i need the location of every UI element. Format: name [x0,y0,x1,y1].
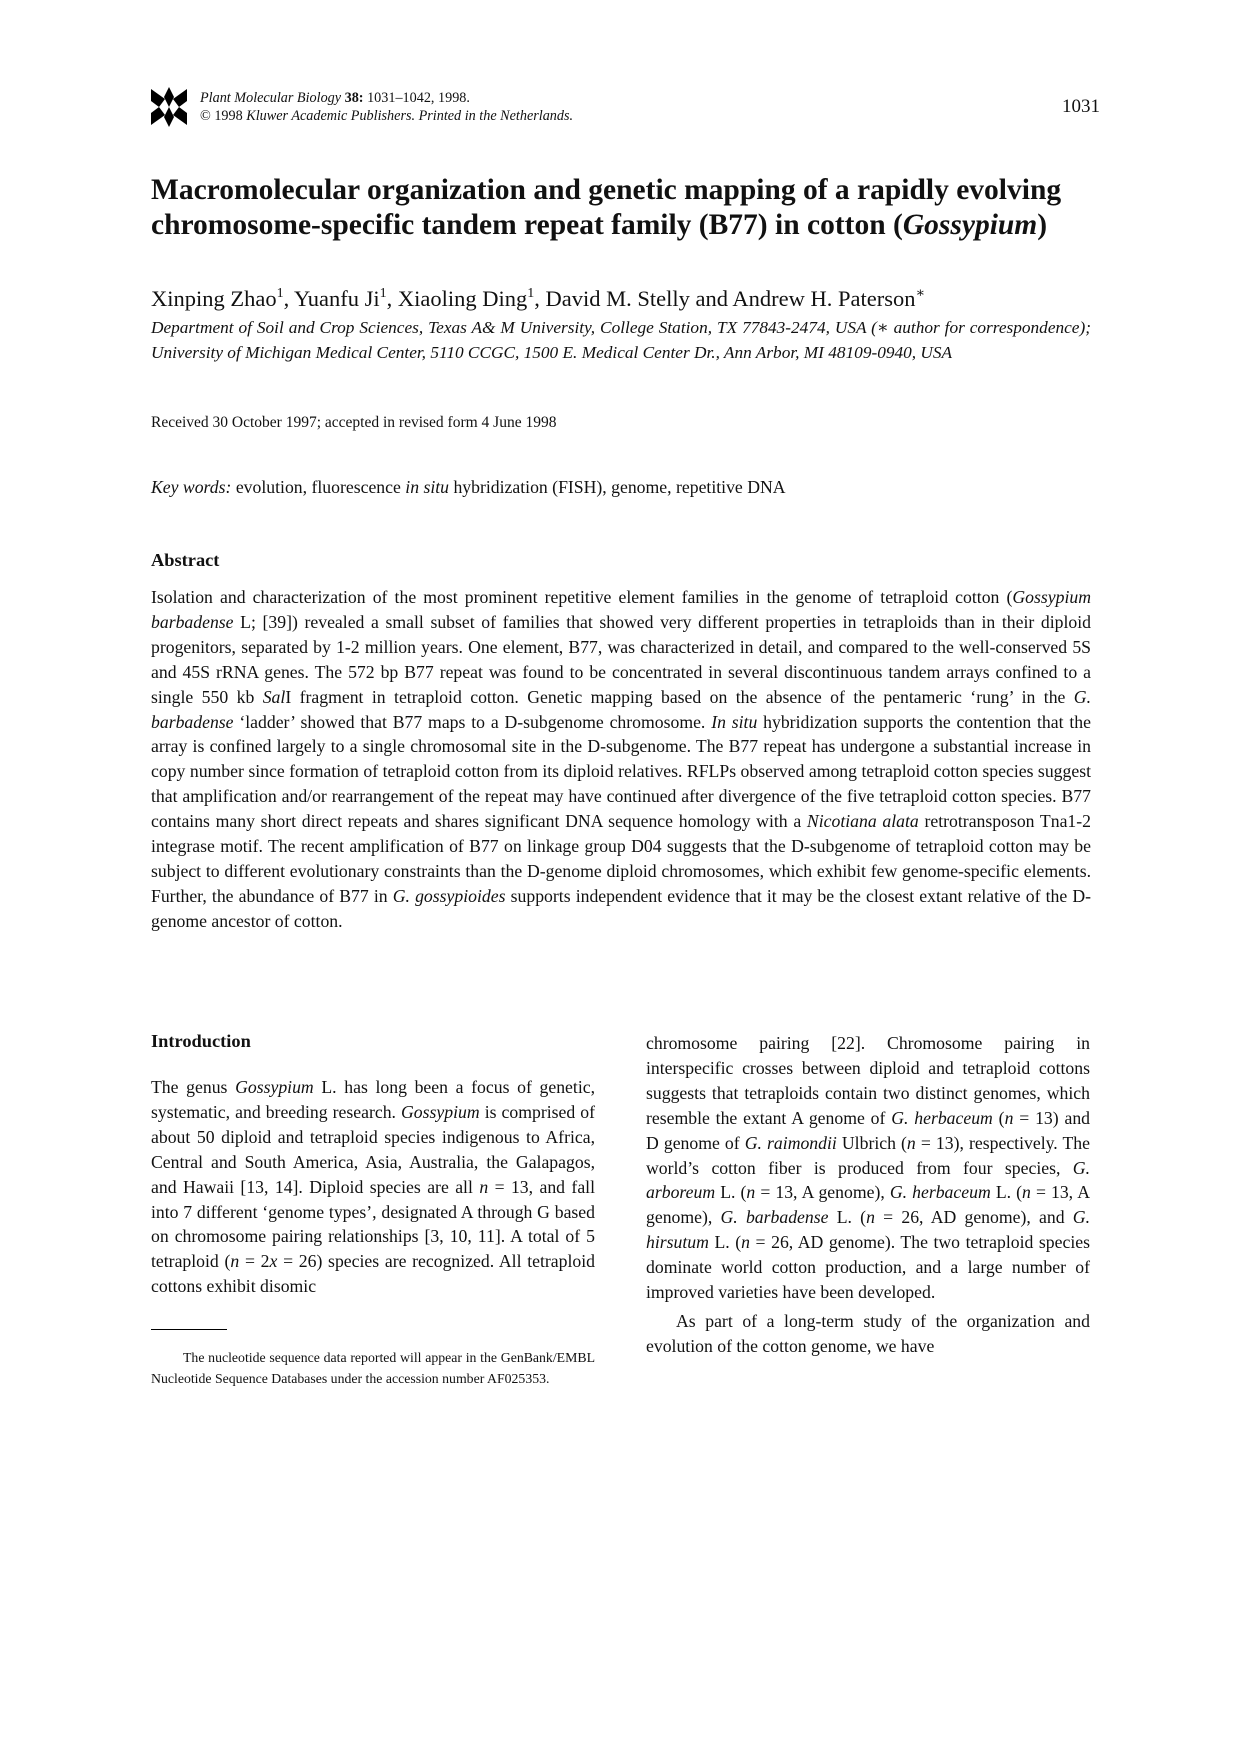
intro-paragraph-2: As part of a long-term study of the organization and evolution of the cotton genome, we have [646,1310,1090,1356]
pages-year: 1031–1042, 1998. [367,90,470,106]
intro-left-column [151,1075,595,1299]
abstract-text: ‘ladder’ showed that B77 maps to a D-subgenome chromosome. [233,711,712,732]
species-name: G. hirsutum [646,1207,1090,1253]
math-n: n [906,1132,916,1153]
author-2-affil: 1 [379,286,387,301]
author-list [151,286,925,312]
journal-name: Plant Molecular Biology [200,90,342,106]
genus-name: Gossypium [401,1101,480,1122]
title-close: ) [1037,209,1048,241]
footnote-divider [151,1329,227,1330]
species-name: G. gossypioides [392,885,506,906]
math-n: n [1022,1182,1031,1203]
author-3-affil: 1 [527,286,535,301]
insitu-term: In situ [711,711,758,732]
author-sep: , [386,286,398,311]
intro-text: is comprised of about 50 diploid and tetraploid species indigenous to Africa, Central and South America, Asia, Australia, the Galapagos, and Hawaii [13, 14]. Diploid species are all [151,1101,595,1197]
intro-text: Ulbrich ( [836,1132,907,1153]
math-n: n [866,1207,875,1228]
abstract-heading: Abstract [151,550,220,570]
copyright-symbol: © [200,108,211,124]
intro-text: = 26, AD genome), and [874,1207,1073,1228]
author-1-affil: 1 [276,286,284,301]
affiliation [151,315,1091,365]
math-x: x [269,1251,278,1272]
journal-citation [200,89,573,125]
keywords [151,477,786,498]
introduction-heading: Introduction [151,1031,251,1051]
species-name: G. raimondii [744,1132,837,1153]
math-n: n [230,1251,240,1272]
intro-text: = 13), respectively. The world’s cotton fiber is produced from four species, [646,1132,1090,1178]
author-3: Xiaoling Ding [397,286,528,311]
intro-text: L. has long been a focus of genetic, systematic, and breeding research. [151,1077,596,1122]
author-sep: , [534,286,546,311]
species-name: Nicotiana alata [806,811,919,832]
volume: 38: [344,90,364,106]
author-1: Xinping Zhao [151,286,277,311]
intro-text: L. ( [828,1207,867,1228]
math-n: n [1004,1107,1014,1128]
abstract-text: hybridization supports the contention that the array is confined largely to a single chromosomal site in the D-subgenome. The B77 repeat has undergone a substantial increase in copy number since formation of tetraploid cotton from its diploid relatives. RFLPs observed among tetraploid cotton species suggest that amplification and/or rearrangement of the repeat may have continued after divergence of the five tetraploid cotton species. B77 contains many short direct repeats and shares significant DNA sequence homology with a [151,711,1091,832]
affiliation-part-2: author for correspondence); University of Michigan Medical Center, 5110 CCGC, 1500 E. Medical Center Dr., Ann Arbor, MI 48109-0940, USA [151,318,1091,362]
intro-text: = 26, AD genome). The two tetraploid species dominate world cotton production, and a large number of improved varieties have been developed. [646,1232,1090,1303]
title-genus: Gossypium [902,209,1038,241]
intro-text: = 2 [239,1251,270,1272]
paper-title [151,173,1091,243]
keywords-text-2: hybridization (FISH), genome, repetitive DNA [449,477,786,497]
title-text: Macromolecular organization and genetic mapping of a rapidly evolving chromosome-specific tandem repeat family (B77) in cotton ( [151,174,1062,241]
species-name: G. barbadense [151,686,1091,732]
genus-name: Gossypium [235,1077,314,1097]
intro-text: = 13) and D genome of [646,1107,1091,1153]
species-name: G. herbaceum [889,1182,991,1203]
intro-right-column [646,1031,1090,1359]
abstract-text: L; [39]) revealed a small subset of families that showed very different properties in tetraploids than in their diploid progenitors, separated by 1-2 million years. One element, B77, was characterized in detail, and compared to the well-conserved 5S and 45S rRNA genes. The 572 bp B77 repeat was found to be concentrated in several discontinuous tandem arrays confined to a single 550 kb [151,611,1091,707]
intro-text: The genus [151,1077,236,1097]
math-n: n [741,1232,750,1253]
intro-text: L. ( [990,1182,1023,1203]
footnote: The nucleotide sequence data reported will appear in the GenBank/EMBL Nucleotide Sequence Databases under the accession number AF025353. [151,1350,595,1386]
species-name: G. arboreum [646,1157,1090,1203]
copyright-year: 1998 [214,108,243,124]
species-name: G. barbadense [720,1207,829,1228]
intro-text: ( [992,1107,1005,1128]
affiliation-star: ∗ [876,318,889,337]
math-n: n [479,1176,489,1197]
abstract-body [151,585,1091,934]
keywords-text-1: evolution, fluorescence [231,477,406,497]
page-number: 1031 [1062,96,1100,117]
species-name: Gossypium barbadense [151,587,1091,632]
intro-text: = 13, A genome), [646,1182,1090,1228]
publisher: Kluwer Academic Publishers. [246,108,416,124]
publisher-logo-icon [151,87,187,127]
math-n: n [746,1182,756,1203]
intro-text: chromosome pairing [22]. Chromosome pairing in interspecific crosses between diploid and tetraploid cottons suggests that tetraploids contain two distinct genomes, which resemble the extant A genome of [646,1033,1090,1128]
affiliation-part-1: Department of Soil and Crop Sciences, Texas A& M University, College Station, TX 77843-2474, USA ( [151,318,877,337]
enzyme-name: Sal [262,686,286,707]
species-name: G. herbaceum [891,1107,993,1128]
author-4-5: David M. Stelly and Andrew H. Paterson [545,286,916,311]
intro-paragraph [646,1031,1090,1305]
author-2: Yuanfu Ji [294,286,380,311]
intro-text: = 13, and fall into 7 different ‘genome types’, designated A through G based on chromosome pairing relationships [3, 10, 11]. A total of 5 tetraploid ( [151,1176,595,1272]
intro-text: = 26) species are recognized. All tetraploid cottons exhibit disomic [151,1251,595,1297]
abstract-text: retrotransposon Tna1-2 integrase motif. The recent amplification of B77 on linkage group D04 suggests that the D-subgenome of tetraploid cotton may be subject to different evolutionary constraints than the D-genome diploid chromosomes, which exhibit few genome-specific elements. Further, the abundance of B77 in [151,811,1092,906]
printed-location: Printed in the Netherlands. [418,108,574,124]
author-sep: , [283,286,295,311]
keywords-label: Key words: [151,477,232,497]
intro-text: L. ( [715,1182,747,1203]
corresponding-mark: ∗ [915,286,926,301]
intro-text: L. ( [708,1232,742,1253]
keywords-insitu: in situ [405,477,450,497]
intro-text: = 13, A genome), [755,1182,890,1203]
abstract-text: supports independent evidence that it may be the closest extant relative of the D-genome ancestor of cotton. [151,885,1092,931]
abstract-text: I fragment in tetraploid cotton. Genetic mapping based on the absence of the pentameric ‘rung’ in the [285,686,1074,707]
received-date: Received 30 October 1997; accepted in revised form 4 June 1998 [151,414,557,431]
abstract-text: Isolation and characterization of the most prominent repetitive element families in the genome of tetraploid cotton ( [151,587,1013,607]
